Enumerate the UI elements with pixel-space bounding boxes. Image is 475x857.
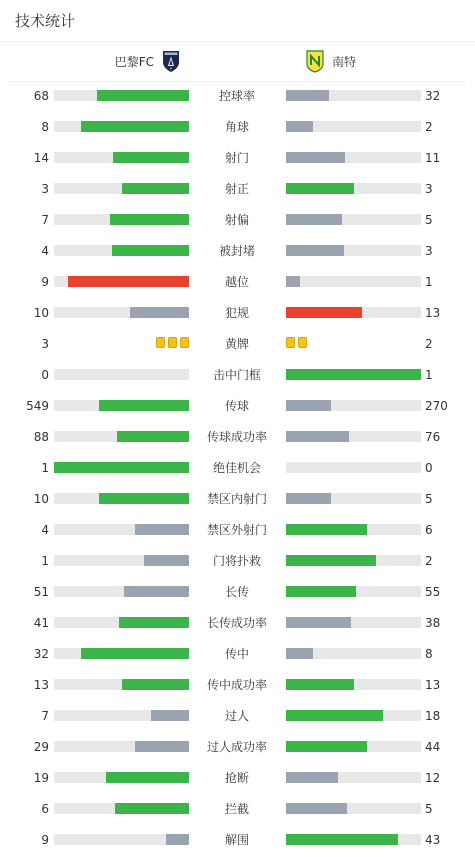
home-value: 19: [33, 771, 49, 785]
away-bar: [286, 214, 342, 225]
away-value: 12: [425, 771, 441, 785]
stat-label: 过人: [224, 709, 249, 723]
home-bar: [117, 431, 189, 442]
away-value: 5: [425, 492, 433, 506]
away-bar-track: [286, 741, 421, 752]
stat-row: [0, 608, 475, 639]
away-bar: [286, 741, 367, 752]
stat-label: 被封堵: [218, 244, 255, 258]
away-value: 43: [425, 833, 441, 847]
stat-row: [0, 515, 475, 546]
home-value: 7: [41, 709, 49, 723]
stat-label: 射偏: [224, 213, 249, 227]
away-value: 1: [425, 275, 433, 289]
home-bar-track: [54, 772, 189, 783]
away-bar-track: [286, 710, 421, 721]
paris-fc-crest-icon: [160, 49, 182, 73]
away-value: 11: [425, 151, 441, 165]
home-bar-track: [54, 431, 189, 442]
home-bar: [81, 121, 189, 132]
away-bar: [286, 648, 313, 659]
stat-row: [0, 143, 475, 174]
home-bar: [110, 214, 189, 225]
away-bar: [286, 617, 351, 628]
home-bar-track: [54, 245, 189, 256]
away-bar: [286, 369, 421, 380]
stat-row: [0, 205, 475, 236]
stat-row: [0, 329, 475, 360]
home-bar: [135, 741, 189, 752]
home-bar-track: [54, 307, 189, 318]
stat-row: [0, 81, 475, 112]
home-value: 9: [41, 833, 49, 847]
yellow-card-icon: [168, 337, 177, 348]
away-bar: [286, 586, 356, 597]
stat-label: 抢断: [224, 771, 249, 785]
away-bar: [286, 679, 354, 690]
away-bar: [286, 834, 398, 845]
away-value: 44: [425, 740, 441, 754]
stat-label: 解围: [224, 833, 249, 847]
away-value: 3: [425, 244, 433, 258]
home-bar-track: [54, 617, 189, 628]
teams-row: [8, 42, 466, 82]
away-bar-track: [286, 524, 421, 535]
home-value: 4: [41, 523, 49, 537]
home-bar: [106, 772, 189, 783]
home-bar-track: [54, 214, 189, 225]
stat-row: [0, 794, 475, 825]
home-value: 9: [41, 275, 49, 289]
stat-row: [0, 267, 475, 298]
stat-label: 传球成功率: [206, 430, 267, 444]
stat-row: [0, 639, 475, 670]
away-bar-track: [286, 586, 421, 597]
away-value: 13: [425, 678, 441, 692]
home-bar: [99, 493, 189, 504]
home-bar-track: [54, 834, 189, 845]
home-value: 32: [33, 647, 49, 661]
stat-label: 角球: [224, 120, 249, 134]
home-bar-track: [54, 710, 189, 721]
home-value: 13: [33, 678, 49, 692]
away-bar-track: [286, 834, 421, 845]
away-value: 38: [425, 616, 441, 630]
home-bar-track: [54, 803, 189, 814]
stat-label: 禁区内射门: [206, 492, 267, 506]
home-bar: [112, 245, 189, 256]
stat-row: [0, 825, 475, 856]
home-value: 14: [33, 151, 49, 165]
home-bar-track: [54, 90, 189, 101]
stat-label: 长传: [224, 585, 249, 599]
away-bar-track: [286, 803, 421, 814]
stat-label: 传中: [224, 647, 249, 661]
away-bar-track: [286, 369, 421, 380]
away-value: 76: [425, 430, 441, 444]
home-bar-track: [54, 121, 189, 132]
away-value: 13: [425, 306, 441, 320]
home-value: 8: [41, 120, 49, 134]
home-bar: [124, 586, 189, 597]
away-bar: [286, 245, 344, 256]
home-bar: [68, 276, 190, 287]
home-bar: [54, 462, 189, 473]
away-bar-track: [286, 493, 421, 504]
stat-row: [0, 174, 475, 205]
yellow-card-icon: [180, 337, 189, 348]
away-bar: [286, 152, 345, 163]
away-value: 2: [425, 337, 433, 351]
stat-label: 越位: [224, 275, 249, 289]
page-title: 技术统计: [15, 12, 76, 30]
away-value: 5: [425, 213, 433, 227]
away-value: 3: [425, 182, 433, 196]
away-bar-track: [286, 276, 421, 287]
away-value: 0: [425, 461, 433, 475]
stat-label: 击中门框: [212, 368, 261, 382]
stat-label: 绝佳机会: [212, 461, 261, 475]
home-bar-track: [54, 276, 189, 287]
stat-row: [0, 701, 475, 732]
away-bar-track: [286, 555, 421, 566]
stat-row: [0, 112, 475, 143]
home-bar: [130, 307, 189, 318]
stat-label: 控球率: [218, 89, 255, 103]
away-bar: [286, 121, 313, 132]
home-value: 51: [33, 585, 49, 599]
stat-label: 拦截: [224, 802, 249, 816]
away-bar-track: [286, 617, 421, 628]
home-bar: [81, 648, 189, 659]
away-value: 1: [425, 368, 433, 382]
home-bar: [99, 400, 189, 411]
home-bar-track: [54, 369, 189, 380]
home-value: 3: [41, 182, 49, 196]
home-bar-track: [54, 183, 189, 194]
stat-row: [0, 236, 475, 267]
away-bar-track: [286, 400, 421, 411]
away-bar: [286, 307, 362, 318]
away-value: 32: [425, 89, 441, 103]
away-bar-track: [286, 462, 421, 473]
stat-row: [0, 298, 475, 329]
home-team-name: 巴黎FC: [114, 54, 154, 69]
away-bar: [286, 524, 367, 535]
away-bar-track: [286, 183, 421, 194]
home-bar-track: [54, 555, 189, 566]
away-bar-track: [286, 90, 421, 101]
home-value: 41: [33, 616, 49, 630]
stat-row: [0, 763, 475, 794]
stat-label: 犯规: [224, 306, 249, 320]
away-team-name: 南特: [332, 54, 357, 69]
yellow-card-icon: [286, 337, 295, 348]
home-bar-track: [54, 462, 189, 473]
away-bar-track: [286, 121, 421, 132]
home-value: 29: [33, 740, 49, 754]
stat-row: [0, 453, 475, 484]
home-value: 6: [41, 802, 49, 816]
home-value: 88: [33, 430, 49, 444]
away-bar: [286, 183, 354, 194]
home-team[interactable]: [115, 48, 188, 74]
stat-row: [0, 546, 475, 577]
home-bar-track: [54, 679, 189, 690]
away-value: 2: [425, 120, 433, 134]
nantes-crest-icon: [304, 49, 326, 73]
home-bar: [144, 555, 189, 566]
home-bar: [122, 183, 190, 194]
home-value: 549: [26, 399, 49, 413]
home-value: 4: [41, 244, 49, 258]
stat-label: 射正: [224, 182, 249, 196]
away-bar-track: [286, 245, 421, 256]
stat-row: [0, 732, 475, 763]
away-team[interactable]: [298, 48, 356, 74]
away-bar: [286, 276, 300, 287]
away-bar: [286, 710, 383, 721]
home-bar: [135, 524, 189, 535]
away-bar-track: [286, 307, 421, 318]
stat-label: 射门: [224, 151, 249, 165]
home-bar-track: [54, 586, 189, 597]
home-bar: [115, 803, 189, 814]
home-bar: [166, 834, 189, 845]
home-value: 68: [33, 89, 49, 103]
home-bar-track: [54, 741, 189, 752]
away-bar: [286, 400, 331, 411]
stat-label: 传球: [224, 399, 249, 413]
away-value: 5: [425, 802, 433, 816]
stat-label: 传中成功率: [206, 678, 267, 692]
stat-row: [0, 391, 475, 422]
away-value: 18: [425, 709, 441, 723]
away-yellow-cards: [286, 337, 307, 350]
stat-row: [0, 360, 475, 391]
stat-row: [0, 670, 475, 701]
away-bar: [286, 90, 329, 101]
home-value: 7: [41, 213, 49, 227]
stat-row: [0, 577, 475, 608]
away-value: 270: [425, 399, 448, 413]
stat-label: 禁区外射门: [206, 523, 267, 537]
home-bar-track: [54, 648, 189, 659]
away-bar-track: [286, 648, 421, 659]
away-bar: [286, 772, 338, 783]
home-value: 3: [41, 337, 49, 351]
yellow-card-icon: [298, 337, 307, 348]
stat-label: 过人成功率: [206, 740, 267, 754]
home-bar: [151, 710, 189, 721]
away-bar-track: [286, 772, 421, 783]
home-value: 1: [41, 554, 49, 568]
away-bar-track: [286, 214, 421, 225]
home-value: 10: [33, 492, 49, 506]
home-bar-track: [54, 152, 189, 163]
home-value: 10: [33, 306, 49, 320]
away-value: 2: [425, 554, 433, 568]
away-bar: [286, 803, 347, 814]
home-value: 1: [41, 461, 49, 475]
home-bar-track: [54, 400, 189, 411]
home-bar-track: [54, 493, 189, 504]
away-bar: [286, 493, 331, 504]
home-bar: [113, 152, 189, 163]
home-bar: [119, 617, 189, 628]
home-bar-track: [54, 524, 189, 535]
home-bar: [97, 90, 189, 101]
stat-label: 门将扑救: [212, 554, 261, 568]
home-yellow-cards: [156, 337, 189, 350]
stat-row: [0, 484, 475, 515]
away-value: 6: [425, 523, 433, 537]
stats-header: [0, 0, 475, 42]
stat-label: 黄牌: [224, 337, 249, 351]
away-value: 55: [425, 585, 441, 599]
away-bar-track: [286, 431, 421, 442]
away-value: 8: [425, 647, 433, 661]
home-value: 0: [41, 368, 49, 382]
away-bar: [286, 431, 349, 442]
stat-label: 长传成功率: [206, 616, 267, 630]
away-bar: [286, 555, 376, 566]
away-bar-track: [286, 679, 421, 690]
stat-row: [0, 422, 475, 453]
away-bar-track: [286, 152, 421, 163]
yellow-card-icon: [156, 337, 165, 348]
home-bar: [122, 679, 190, 690]
